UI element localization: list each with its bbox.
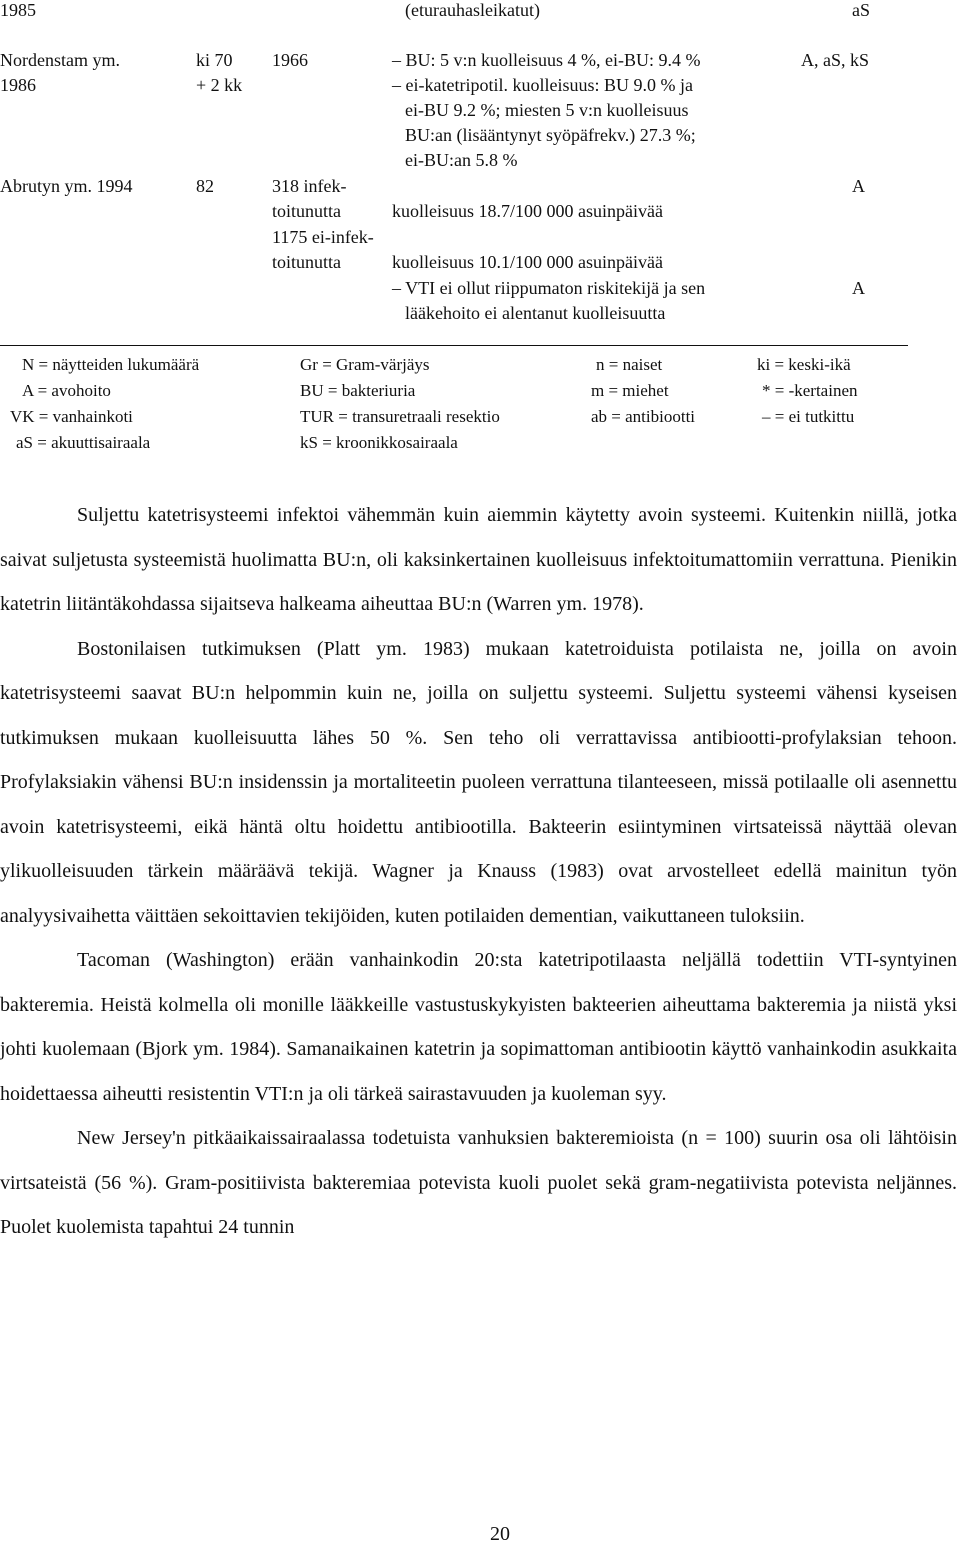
legend-item: kS = kroonikkosairaala: [300, 433, 458, 452]
table-cell-age: 82: [196, 176, 214, 196]
legend-item: aS = akuuttisairaala: [16, 433, 151, 452]
table-cell-study: Nordenstam ym.: [0, 50, 120, 70]
table-cell-age: ki 70: [196, 50, 233, 70]
legend-item: Gr = Gram-värjäys: [300, 355, 430, 374]
table-cell-setting: A: [852, 176, 865, 196]
table-cell-study: Abrutyn ym. 1994: [0, 176, 133, 196]
table-cell-result: – ei-katetripotil. kuolleisuus: BU 9.0 % ja: [392, 75, 693, 95]
legend-item: * = -kertainen: [762, 381, 858, 400]
table-cell-result: – BU: 5 v:n kuolleisuus 4 %, ei-BU: 9.4 %: [392, 50, 701, 70]
legend-item: m = miehet: [591, 381, 669, 400]
body-text: [0, 493, 957, 1250]
paragraph: New Jersey'n pitkäaikaissairaalassa todetuista vanhuksien bakteremioista (n = 100) suurin osa oli lähtöisin virtsateistä (56 %). Gram-positiivista bakteremiaa potevista kuoli puolet sekä gram-negatiivista potevista neljännes. Puolet kuolemista tapahtui 24 tunnin: [0, 1127, 957, 1238]
paragraph: Tacoman (Washington) erään vanhainkodin 20:sta katetripotilaasta neljällä todettiin VTI-syntyinen bakteremia. Heistä kolmella oli monille lääkkeille vastustuskykyisten bakteerien aiheuttama bakteremia ja niistä yksi johti kuolemaan (Bjork ym. 1984). Samanaikainen katetrin ja sopimattoman antibiootin käyttö vanhainkodin asukkaita hoidettaessa aiheutti resistentin VTI:n ja oli tärkeä sairastavuuden ja kuoleman syy.: [0, 949, 957, 1105]
table-cell-setting: aS: [852, 0, 870, 20]
table-cell-result: ei-BU 9.2 %; miesten 5 v:n kuolleisuus: [405, 100, 689, 120]
table-cell-n: 318 infek-: [272, 176, 347, 196]
table-cell-setting: A, aS, kS: [801, 50, 870, 70]
table-cell-result: – VTI ei ollut riippumaton riskitekijä ja sen: [392, 278, 706, 298]
table-cell-n: toitunutta: [272, 252, 341, 272]
table-bottom-rule: [0, 345, 908, 346]
legend-item: ab = antibiootti: [591, 407, 696, 426]
legend-item: A = avohoito: [22, 381, 111, 400]
table-cell-study-year: 1986: [0, 75, 36, 95]
paragraph: Suljettu katetrisysteemi infektoi vähemmän kuin aiemmin käytetty avoin systeemi. Kuitenkin niillä, jotka saivat suljetusta systeemistä huolimatta BU:n, oli kaksinkertainen kuolleisuus infektoitumattomiin verrattuna. Pienikin katetrin liitäntäkohdassa sijaitseva halkeama aiheuttaa BU:n (Warren ym. 1978).: [0, 504, 957, 615]
legend-item: VK = vanhainkoti: [10, 407, 133, 426]
table-cell-result: BU:an (lisääntynyt syöpäfrekv.) 27.3 %;: [405, 125, 696, 145]
legend-item: N = näytteiden lukumäärä: [22, 355, 200, 374]
table-cell-n: 1966: [272, 50, 308, 70]
page-number: 20: [490, 1523, 510, 1545]
table-cell-result: kuolleisuus 10.1/100 000 asuinpäivää: [392, 252, 663, 272]
table-cell-year: 1985: [0, 0, 36, 20]
table-cell-result: lääkehoito ei alentanut kuolleisuutta: [405, 303, 666, 323]
legend-item: TUR = transuretraali resektio: [300, 407, 500, 426]
table-cell-result: ei-BU:an 5.8 %: [405, 150, 518, 170]
table-cell-n: 1175 ei-infek-: [272, 227, 374, 247]
legend-item: n = naiset: [596, 355, 663, 374]
table-cell-note: (eturauhasleikatut): [405, 0, 540, 20]
paragraph: Bostonilaisen tutkimuksen (Platt ym. 1983) mukaan katetroiduista potilaista ne, joilla on avoin katetrisysteemi saavat BU:n helpommin kuin ne, joilla on suljettu systeemi. Suljettu systeemi vähensi kyseisen tutkimuksen mukaan kuolleisuutta lähes 50 %. Sen teho oli verrattavissa antibiootti-profylaksian tehoon. Profylaksiakin vähensi BU:n insidenssin ja mortaliteetin puoleen verrattuna tilanteeseen, missä potilaalle oli asennettu avoin katetrisysteemi, eikä häntä oltu hoidettu antibiootilla. Bakteerin esiintyminen virtsateissä näyttää olevan ylikuolleisuuden tärkein määräävä tekijä. Wagner ja Knauss (1983) ovat arvostelleet edellä mainitun työn analyysivaihetta väittäen sekoittavien tekijöiden, kuten potilaiden dementian, vaikuttaneen tuloksiin.: [0, 637, 957, 927]
table-cell-n: toitunutta: [272, 201, 341, 221]
table-cell-result: kuolleisuus 18.7/100 000 asuinpäivää: [392, 201, 663, 221]
legend-item: ki = keski-ikä: [757, 355, 851, 374]
legend-item: BU = bakteriuria: [300, 381, 416, 400]
table-cell-age-detail: + 2 kk: [196, 75, 243, 95]
legend-item: – = ei tutkittu: [762, 407, 855, 426]
table-cell-setting: A: [852, 278, 865, 298]
